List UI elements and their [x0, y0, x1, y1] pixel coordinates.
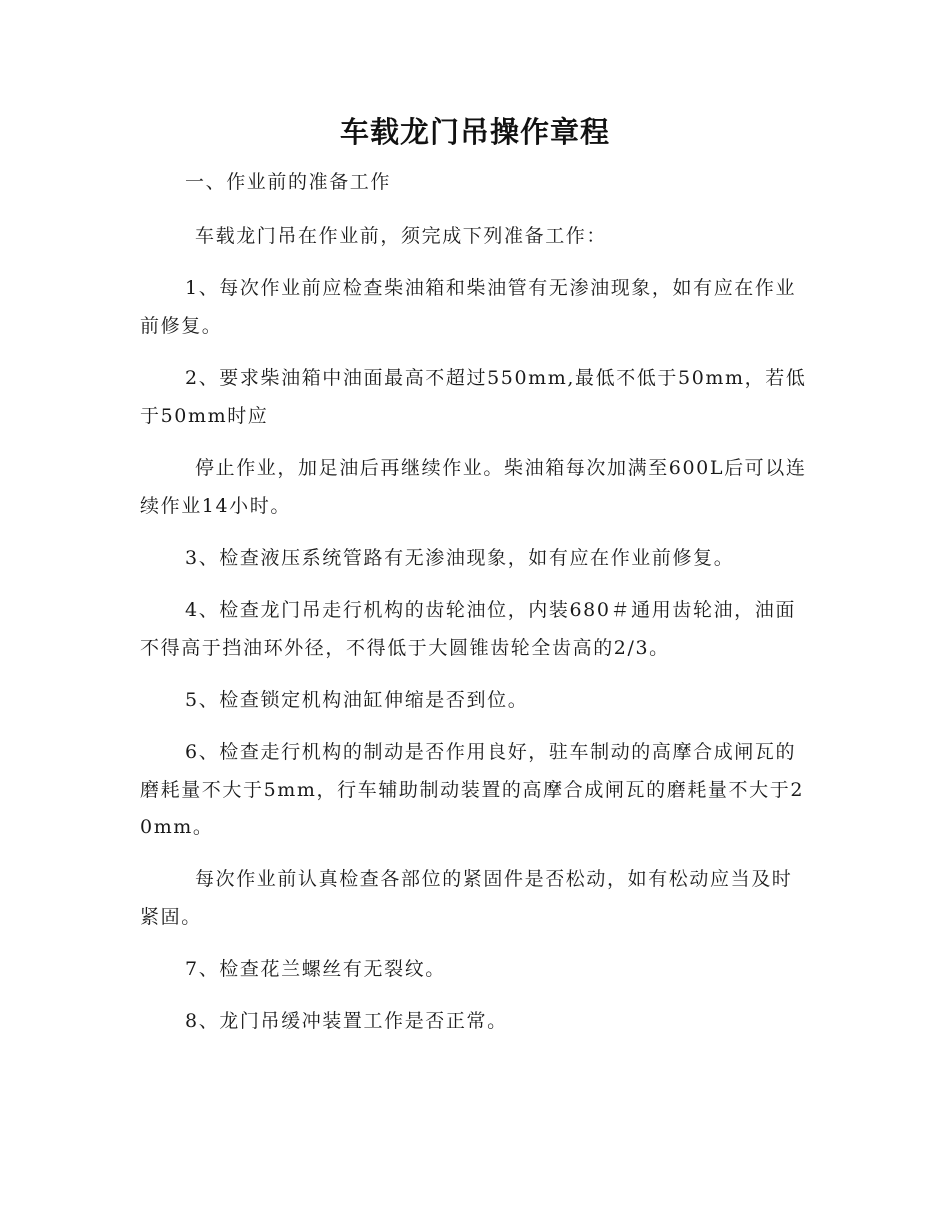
- list-item-2: 2、要求柴油箱中油面最高不超过550mm,最低不低于50mm，若低于50mm时应: [140, 367, 807, 427]
- list-item-5: 5、检查锁定机构油缸伸缩是否到位。: [185, 689, 529, 711]
- list-item-2-continued: 停止作业，加足油后再继续作业。柴油箱每次加满至600L后可以连续作业14小时。: [140, 457, 807, 517]
- list-item-6: 6、检查走行机构的制动是否作用良好，驻车制动的高摩合成闸瓦的磨耗量不大于5mm，行车辅助制动装置的高摩合成闸瓦的磨耗量不大于20mm。: [140, 741, 805, 838]
- list-item-1: 1、每次作业前应检查柴油箱和柴油管有无渗油现象，如有应在作业前修复。: [140, 277, 797, 337]
- list-item-4: 4、检查龙门吊走行机构的齿轮油位，内装680＃通用齿轮油，油面不得高于挡油环外径，不得低于大圆锥齿轮全齿高的2/3。: [140, 599, 796, 659]
- section-heading: 一、作业前的准备工作: [185, 171, 392, 193]
- list-item-8: 8、龙门吊缓冲装置工作是否正常。: [185, 1010, 508, 1032]
- list-item-3: 3、检查液压系统管路有无渗油现象，如有应在作业前修复。: [185, 547, 735, 569]
- list-item-6-continued: 每次作业前认真检查各部位的紧固件是否松动，如有松动应当及时紧固。: [140, 868, 793, 928]
- document-title: 车载龙门吊操作章程: [339, 115, 610, 149]
- intro-paragraph: 车载龙门吊在作业前，须完成下列准备工作：: [195, 225, 608, 247]
- list-item-7: 7、检查花兰螺丝有无裂纹。: [185, 958, 446, 980]
